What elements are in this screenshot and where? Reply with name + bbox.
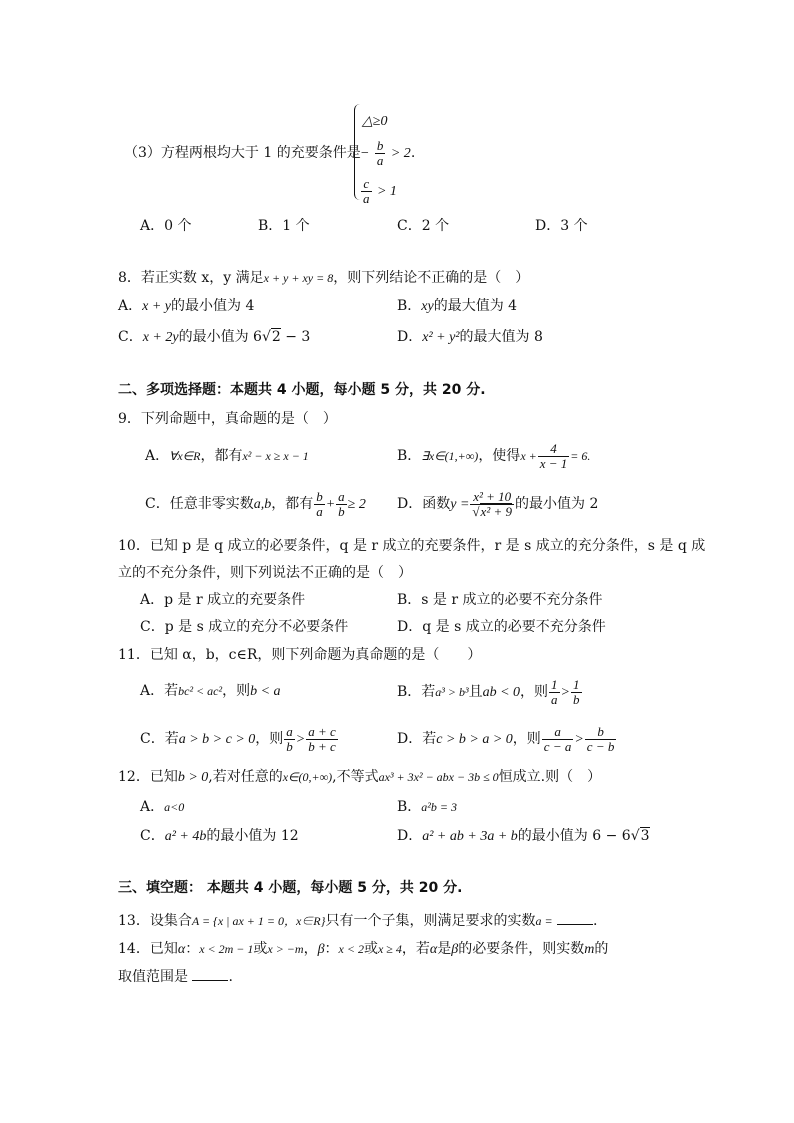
q7-cond3-fraction: [361, 177, 372, 206]
frac-den: a: [363, 190, 370, 206]
q11-option-c-fraction1: [284, 725, 295, 754]
q12-option-b: [397, 797, 457, 817]
frac-den: a: [551, 691, 558, 707]
q8-stem-eq: x + y + xy = 8: [263, 271, 334, 285]
q12-option-d-label: D．: [397, 828, 423, 844]
q14-expr1: x < 2m − 1: [199, 942, 254, 956]
q12-stem-a: 12．已知: [118, 769, 178, 785]
q14-e: ，若: [401, 941, 430, 957]
q9-option-d: [397, 486, 598, 523]
q8-option-b-expr: xy: [421, 299, 434, 314]
q11-option-b-label: B．若: [397, 684, 436, 700]
q8-option-b-text: 的最大值为 4: [433, 298, 518, 314]
q13-stem-b: 只有一个子集，则满足要求的实数: [325, 913, 536, 929]
q11-option-d: [397, 721, 617, 758]
sqrt-icon: √: [261, 329, 271, 345]
q8-option-a-expr: x + y: [142, 299, 171, 314]
q14-answer-blank[interactable]: [192, 966, 228, 981]
section-2-text: 二、多项选择题：本题共 4 小题，每小题 5 分，共 20 分.: [118, 382, 486, 398]
q12-option-c-expr: a² + 4b: [164, 829, 207, 844]
q11-option-b-expr2: ab < 0: [482, 685, 521, 700]
q13-set-expr: A = {x | ax + 1 = 0，x∈R}: [191, 914, 326, 928]
q14-line2-text: 取值范围是: [118, 969, 188, 985]
q13-answer-blank[interactable]: [557, 910, 593, 925]
q14-expr2: x > −m: [267, 942, 304, 956]
q11-option-c-expr: a > b > c > 0: [178, 732, 256, 747]
q11-option-c-then: ，则: [255, 731, 284, 747]
q7-cond2-minus: −: [360, 146, 370, 161]
q12-stem: [118, 767, 601, 788]
q11-option-c-label: C．若: [140, 731, 179, 747]
q10-line2-text: 立的不充分条件，则下列说法不正确的是（ ）: [118, 565, 412, 581]
q11-option-b-and: 且: [468, 684, 483, 700]
q10-option-d: [397, 617, 606, 637]
frac-num: c: [361, 177, 372, 192]
q8-stem: [118, 268, 529, 288]
frac-num: b: [316, 488, 323, 504]
q14-d: ：: [324, 941, 339, 957]
q9-option-c-mid: ，都有: [271, 496, 314, 512]
q10-option-d-text: D．q 是 s 成立的必要不充分条件: [397, 619, 606, 635]
q14-end: .: [228, 969, 233, 985]
q9-option-b-end: = 6.: [570, 449, 591, 463]
q9-option-a-expr2: x² − x ≥ x − 1: [242, 449, 309, 463]
q8-option-c-tail: − 3: [280, 329, 311, 345]
q9-option-c-end: ≥ 2: [347, 497, 366, 512]
q7-cond1-text: △≥0: [362, 114, 388, 129]
q14-m: m: [584, 942, 595, 957]
frac-num: 4: [538, 442, 570, 457]
frac-num: a: [286, 723, 293, 739]
q10-option-c: [140, 617, 348, 637]
q7-cond2-rel: > 2: [390, 146, 411, 161]
q11-option-d-gt: >: [574, 732, 584, 747]
frac-num: a: [542, 725, 574, 740]
q8-option-a-text: 的最小值为 4: [171, 298, 255, 314]
q7-cond2: [360, 136, 415, 171]
q8-option-c-expr: x + 2y: [142, 330, 179, 345]
q9-option-a: [145, 446, 309, 466]
q9-option-d-y: y =: [450, 497, 470, 512]
q14-f: 是: [437, 941, 452, 957]
q11-option-c: [140, 721, 339, 758]
q8-option-a: [118, 296, 254, 317]
q11-option-a-expr2: b < a: [250, 684, 281, 699]
frac-den: b: [573, 691, 580, 707]
q13-expr2: a =: [535, 914, 553, 928]
q14-or2: 或: [363, 941, 378, 957]
frac-den: b + c: [308, 738, 336, 754]
q9-option-c: [145, 486, 366, 523]
frac-num: b: [585, 725, 617, 740]
q11-option-a-label: A．若: [140, 683, 179, 699]
q14-expr3: x < 2: [338, 942, 364, 956]
q7-option-b: [258, 216, 310, 236]
q11-option-d-fraction2: [585, 725, 617, 754]
q8-option-d-expr: x² + y²: [422, 330, 460, 345]
q8-option-d-label: D．: [397, 329, 423, 345]
q11-option-a-expr: bc² < ac²: [178, 684, 223, 698]
q10-line1-text: 10．已知 p 是 q 成立的必要条件，q 是 r 成立的充要条件，r 是 s 成立的充分条件，s 是 q 成: [118, 538, 706, 554]
q7-cond2-fraction: [375, 139, 386, 168]
q11-option-b-fraction2: [571, 678, 582, 707]
q14-expr4: x ≥ 4: [377, 942, 402, 956]
q8-option-b: [397, 296, 517, 317]
q9-stem-text: 9．下列命题中，真命题的是（ ）: [118, 411, 337, 427]
q12-stem-expr2: x∈(0,+∞): [282, 770, 333, 784]
q11-option-b-gt: >: [560, 685, 570, 700]
q8-option-b-label: B．: [397, 298, 422, 314]
q7-cond3: [360, 174, 397, 209]
q7-cond2-end: .: [410, 145, 416, 161]
section-3-heading: [118, 878, 462, 898]
frac-den: c − b: [586, 738, 615, 754]
frac-num: a: [338, 488, 345, 504]
q14-g: 的必要条件，则实数: [458, 941, 585, 957]
q11-option-d-then: ，则: [512, 731, 541, 747]
q14-or1: 或: [253, 941, 268, 957]
q14-a: 14．已知: [118, 941, 178, 957]
q7-option-a: [140, 216, 191, 236]
q7-option-d-text: D．3 个: [535, 218, 588, 234]
q10-stem-line1: [118, 536, 705, 556]
q10-option-b-text: B．s 是 r 成立的必要不充分条件: [397, 592, 603, 608]
q10-option-b: [397, 590, 603, 610]
section-3-text: 三、填空题： 本题共 4 小题，每小题 5 分，共 20 分.: [118, 880, 463, 896]
q11-option-b-fraction1: [549, 678, 560, 707]
q9-option-b-fraction: [538, 442, 570, 471]
q8-option-c-radicand: 2: [271, 329, 281, 345]
q9-option-b: [397, 438, 590, 474]
q12-option-b-expr: a²b = 3: [421, 800, 457, 814]
q9-option-c-fraction2: [336, 490, 347, 519]
q14-h: 的: [594, 941, 609, 957]
q11-option-a: [140, 681, 281, 702]
frac-den: x − 1: [539, 455, 568, 471]
frac-den: b: [286, 738, 293, 754]
q8-option-d-text: 的最大值为 8: [459, 329, 543, 345]
q9-option-b-label: B．: [397, 448, 422, 464]
q10-option-c-text: C．p 是 s 成立的充分不必要条件: [140, 619, 349, 635]
q8-option-c: [118, 327, 310, 348]
q12-option-b-label: B．: [397, 799, 422, 815]
q10-stem-line2: [118, 563, 412, 583]
q9-option-b-expr2: x +: [520, 449, 537, 463]
q11-option-b-expr: a³ > b³: [435, 685, 469, 699]
q13-stem: [118, 910, 597, 931]
q11-option-b: [397, 674, 583, 711]
q11-option-d-fraction1: [542, 725, 574, 754]
frac-num: 1: [573, 676, 580, 692]
q9-option-c-fraction1: [314, 490, 325, 519]
q14-alpha2: α: [429, 942, 438, 957]
q7-cond1: [362, 112, 387, 132]
q8-option-c-text: 的最小值为 6: [178, 329, 262, 345]
q7-option-b-text: B．1 个: [258, 218, 310, 234]
frac-num: b: [376, 137, 384, 153]
q12-option-d-text: 的最小值为 6 − 6: [517, 828, 631, 844]
q11-option-b-then: ，则: [520, 684, 549, 700]
q12-stem-d: 恒成立.则（ ）: [498, 769, 602, 785]
q7-option-c-text: C．2 个: [397, 218, 450, 234]
frac-den: x² + 9: [480, 503, 512, 519]
q11-option-d-label: D．若: [397, 731, 437, 747]
q14-beta2: β: [451, 942, 459, 957]
q11-stem: [118, 645, 481, 665]
q9-option-a-expr: ∀x∈R: [169, 449, 201, 463]
q12-option-c: [140, 826, 299, 847]
q9-option-d-text: 的最小值为 2: [515, 496, 599, 512]
q10-option-a-text: A．p 是 r 成立的充要条件: [140, 592, 306, 608]
frac-den-sqrt: √x² + 9: [472, 503, 512, 519]
q8-stem-b: ，则下列结论不正确的是（ ）: [333, 270, 530, 286]
q13-stem-a: 13．设集合: [118, 913, 192, 929]
q14-c: ，: [303, 941, 318, 957]
q7-item3: [124, 143, 361, 163]
q8-option-c-label: C．: [118, 329, 143, 345]
frac-num: 1: [551, 676, 558, 692]
frac-den: b: [338, 503, 345, 519]
q9-option-c-plus: +: [325, 497, 336, 512]
q7-option-c: [397, 216, 449, 236]
q12-stem-expr3: ax³ + 3x² − abx − 3b ≤ 0: [378, 770, 499, 784]
q14-stem-line2: [118, 966, 233, 987]
q11-option-c-gt: >: [295, 732, 306, 747]
q12-option-c-label: C．: [140, 828, 165, 844]
q7-option-d: [535, 216, 588, 236]
q12-option-d-expr: a² + ab + 3a + b: [422, 829, 518, 844]
q12-stem-c: ,不等式: [332, 769, 379, 785]
q14-alpha: α: [177, 942, 186, 957]
q12-stem-expr: b > 0: [177, 770, 209, 785]
q12-option-a-label: A．: [140, 799, 165, 815]
q11-option-d-expr: c > b > a > 0: [436, 732, 513, 747]
q11-option-a-mid: ，则: [222, 683, 251, 699]
frac-den: c − a: [543, 738, 572, 754]
q7-option-a-text: A．0 个: [140, 218, 192, 234]
q7-item3-text: （3）方程两根均大于 1 的充要条件是: [124, 145, 361, 161]
q7-cond3-rel: > 1: [376, 184, 397, 199]
section-2-heading: [118, 380, 486, 400]
frac-num: x² + 10: [470, 490, 514, 505]
q8-option-d: [397, 327, 543, 348]
q14-b: ：: [185, 941, 200, 957]
q14-stem-line1: [118, 939, 608, 960]
q9-option-d-label: D．函数: [397, 496, 451, 512]
frac-num: a + c: [308, 723, 336, 739]
q9-option-c-label: C．任意非零实数: [145, 496, 254, 512]
q9-option-a-mid: ，都有: [200, 448, 243, 464]
q9-option-b-expr: ∃x∈(1,+∞): [421, 449, 479, 463]
q8-stem-a: 8．若正实数 x，y 满足: [118, 270, 264, 286]
q9-option-d-fraction: [470, 490, 514, 519]
q9-option-c-expr: a,b: [253, 497, 272, 512]
q12-option-d-radicand: 3: [640, 828, 650, 844]
q9-stem: [118, 409, 337, 429]
frac-den: a: [376, 152, 384, 168]
q9-option-b-mid: ，使得: [478, 448, 521, 464]
frac-den: a: [316, 503, 323, 519]
q10-option-a: [140, 590, 305, 610]
q13-end: .: [593, 913, 598, 929]
q12-stem-b: ,若对任意的: [208, 769, 283, 785]
q11-option-c-fraction2: [306, 725, 338, 754]
q12-option-a: [140, 797, 184, 817]
q12-option-c-text: 的最小值为 12: [206, 828, 299, 844]
q14-beta: β: [317, 942, 325, 957]
q9-option-a-label: A．: [145, 448, 170, 464]
q12-option-a-expr: a<0: [164, 800, 185, 814]
q12-option-d: [397, 826, 650, 847]
sqrt-icon: √: [630, 828, 640, 844]
q11-stem-text: 11．已知 α，b，c∈R，则下列命题为真命题的是（ ）: [118, 647, 482, 663]
q8-option-a-label: A．: [118, 298, 143, 314]
